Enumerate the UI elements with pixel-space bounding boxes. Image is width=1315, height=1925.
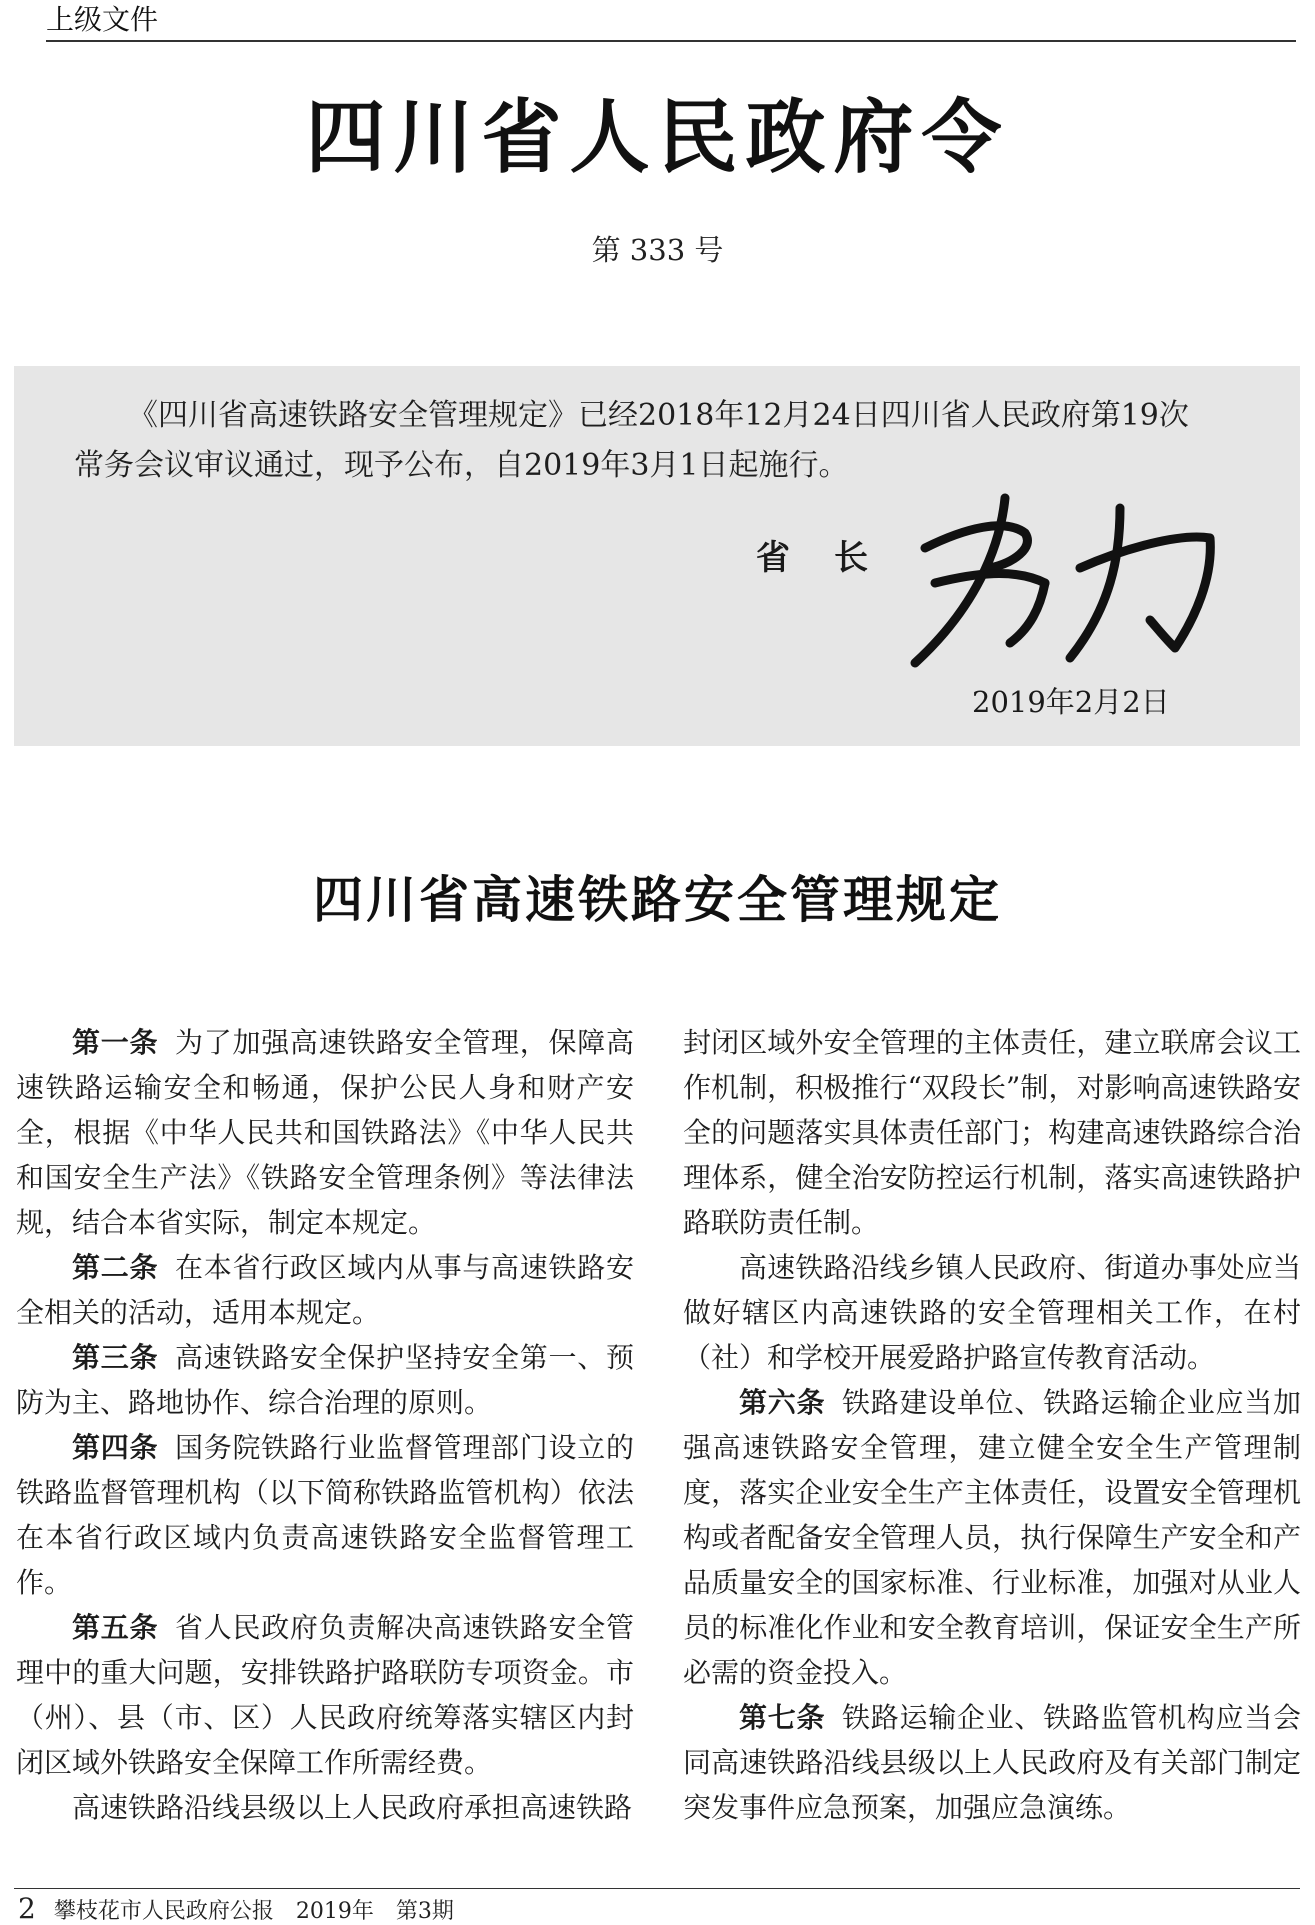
notice-line-1: 《四川省高速铁路安全管理规定》已经2018年12月24日四川省人民政府第19次 — [128, 398, 1189, 433]
article-text: 为了加强高速铁路安全管理，保障高速铁路运输安全和畅通，保护公民人身和财产安全，根据《中华人民共和国铁路法》《中华人民共和国安全生产法》《铁路安全管理条例》等法律法规，结合本省实际，制定本规定。 — [16, 1026, 634, 1239]
article-paragraph — [16, 1335, 634, 1425]
article-paragraph — [16, 1425, 634, 1605]
article-label: 第七条 — [739, 1701, 826, 1734]
article-label: 第六条 — [739, 1386, 826, 1419]
page-number: 2 — [18, 1892, 36, 1925]
article-text: 省人民政府负责解决高速铁路安全管理中的重大问题，安排铁路护路联防专项资金。市（州）、县（市、区）人民政府统筹落实辖区内封闭区域外铁路安全保障工作所需经费。 — [16, 1611, 634, 1779]
article-label: 第五条 — [72, 1611, 159, 1644]
publication-name: 攀枝花市人民政府公报 — [53, 1899, 274, 1924]
article-paragraph — [683, 1245, 1301, 1380]
regulation-title: 四川省高速铁路安全管理规定 — [313, 871, 1002, 929]
governor-title: 省长 — [756, 538, 912, 578]
article-text: 高速铁路沿线乡镇人民政府、街道办事处应当做好辖区内高速铁路的安全管理相关工作，在村（社）和学校开展爱路护路宣传教育活动。 — [683, 1251, 1301, 1374]
article-text: 国务院铁路行业监督管理部门设立的铁路监督管理机构（以下简称铁路监管机构）依法在本省行政区域内负责高速铁路安全监督管理工作。 — [16, 1431, 634, 1599]
sign-date: 2019年2月2日 — [972, 685, 1170, 719]
article-label: 第一条 — [72, 1026, 159, 1059]
footer — [18, 1892, 454, 1925]
article-text: 在本省行政区域内从事与高速铁路安全相关的活动，适用本规定。 — [16, 1251, 634, 1329]
notice-line-2: 常务会议审议通过，现予公布，自2019年3月1日起施行。 — [74, 448, 849, 483]
article-label: 第四条 — [72, 1431, 159, 1464]
article-paragraph — [16, 1785, 634, 1830]
article-paragraph — [16, 1245, 634, 1335]
left-column — [16, 1020, 634, 1830]
article-label: 第二条 — [72, 1251, 159, 1284]
publication-year: 2019年 — [295, 1899, 374, 1924]
section-label: 上级文件 — [46, 3, 159, 36]
article-label: 第三条 — [72, 1341, 159, 1374]
footer-divider — [14, 1888, 1300, 1889]
article-paragraph — [16, 1605, 634, 1785]
article-text: 铁路建设单位、铁路运输企业应当加强高速铁路安全管理，建立健全安全生产管理制度，落实企业安全生产主体责任，设置安全管理机构或者配备安全管理人员，执行保障生产安全和产品质量安全的国家标准、行业标准，加强对从业人员的标准化作业和安全教育培训，保证安全生产所必需的资金投入。 — [683, 1386, 1301, 1689]
publication-issue: 第3期 — [395, 1899, 454, 1924]
article-text: 铁路运输企业、铁路监管机构应当会同高速铁路沿线县级以上人民政府及有关部门制定突发事件应急预案，加强应急演练。 — [683, 1701, 1301, 1824]
header-divider — [46, 40, 1296, 42]
article-text: 高速铁路安全保护坚持安全第一、预防为主、路地协作、综合治理的原则。 — [16, 1341, 634, 1419]
article-paragraph — [683, 1695, 1301, 1830]
article-paragraph — [683, 1020, 1301, 1245]
article-text: 封闭区域外安全管理的主体责任，建立联席会议工作机制，积极推行“双段长”制，对影响高速铁路安全的问题落实具体责任部门；构建高速铁路综合治理体系，健全治安防控运行机制，落实高速铁路护路联防责任制。 — [683, 1026, 1301, 1239]
decree-number: 第 333 号 — [591, 233, 724, 267]
decree-title: 四川省人民政府令 — [305, 91, 1010, 184]
article-paragraph — [16, 1020, 634, 1245]
article-text: 高速铁路沿线县级以上人民政府承担高速铁路 — [72, 1791, 633, 1824]
article-paragraph — [683, 1380, 1301, 1695]
governor-signature — [895, 488, 1235, 678]
right-column — [683, 1020, 1301, 1830]
